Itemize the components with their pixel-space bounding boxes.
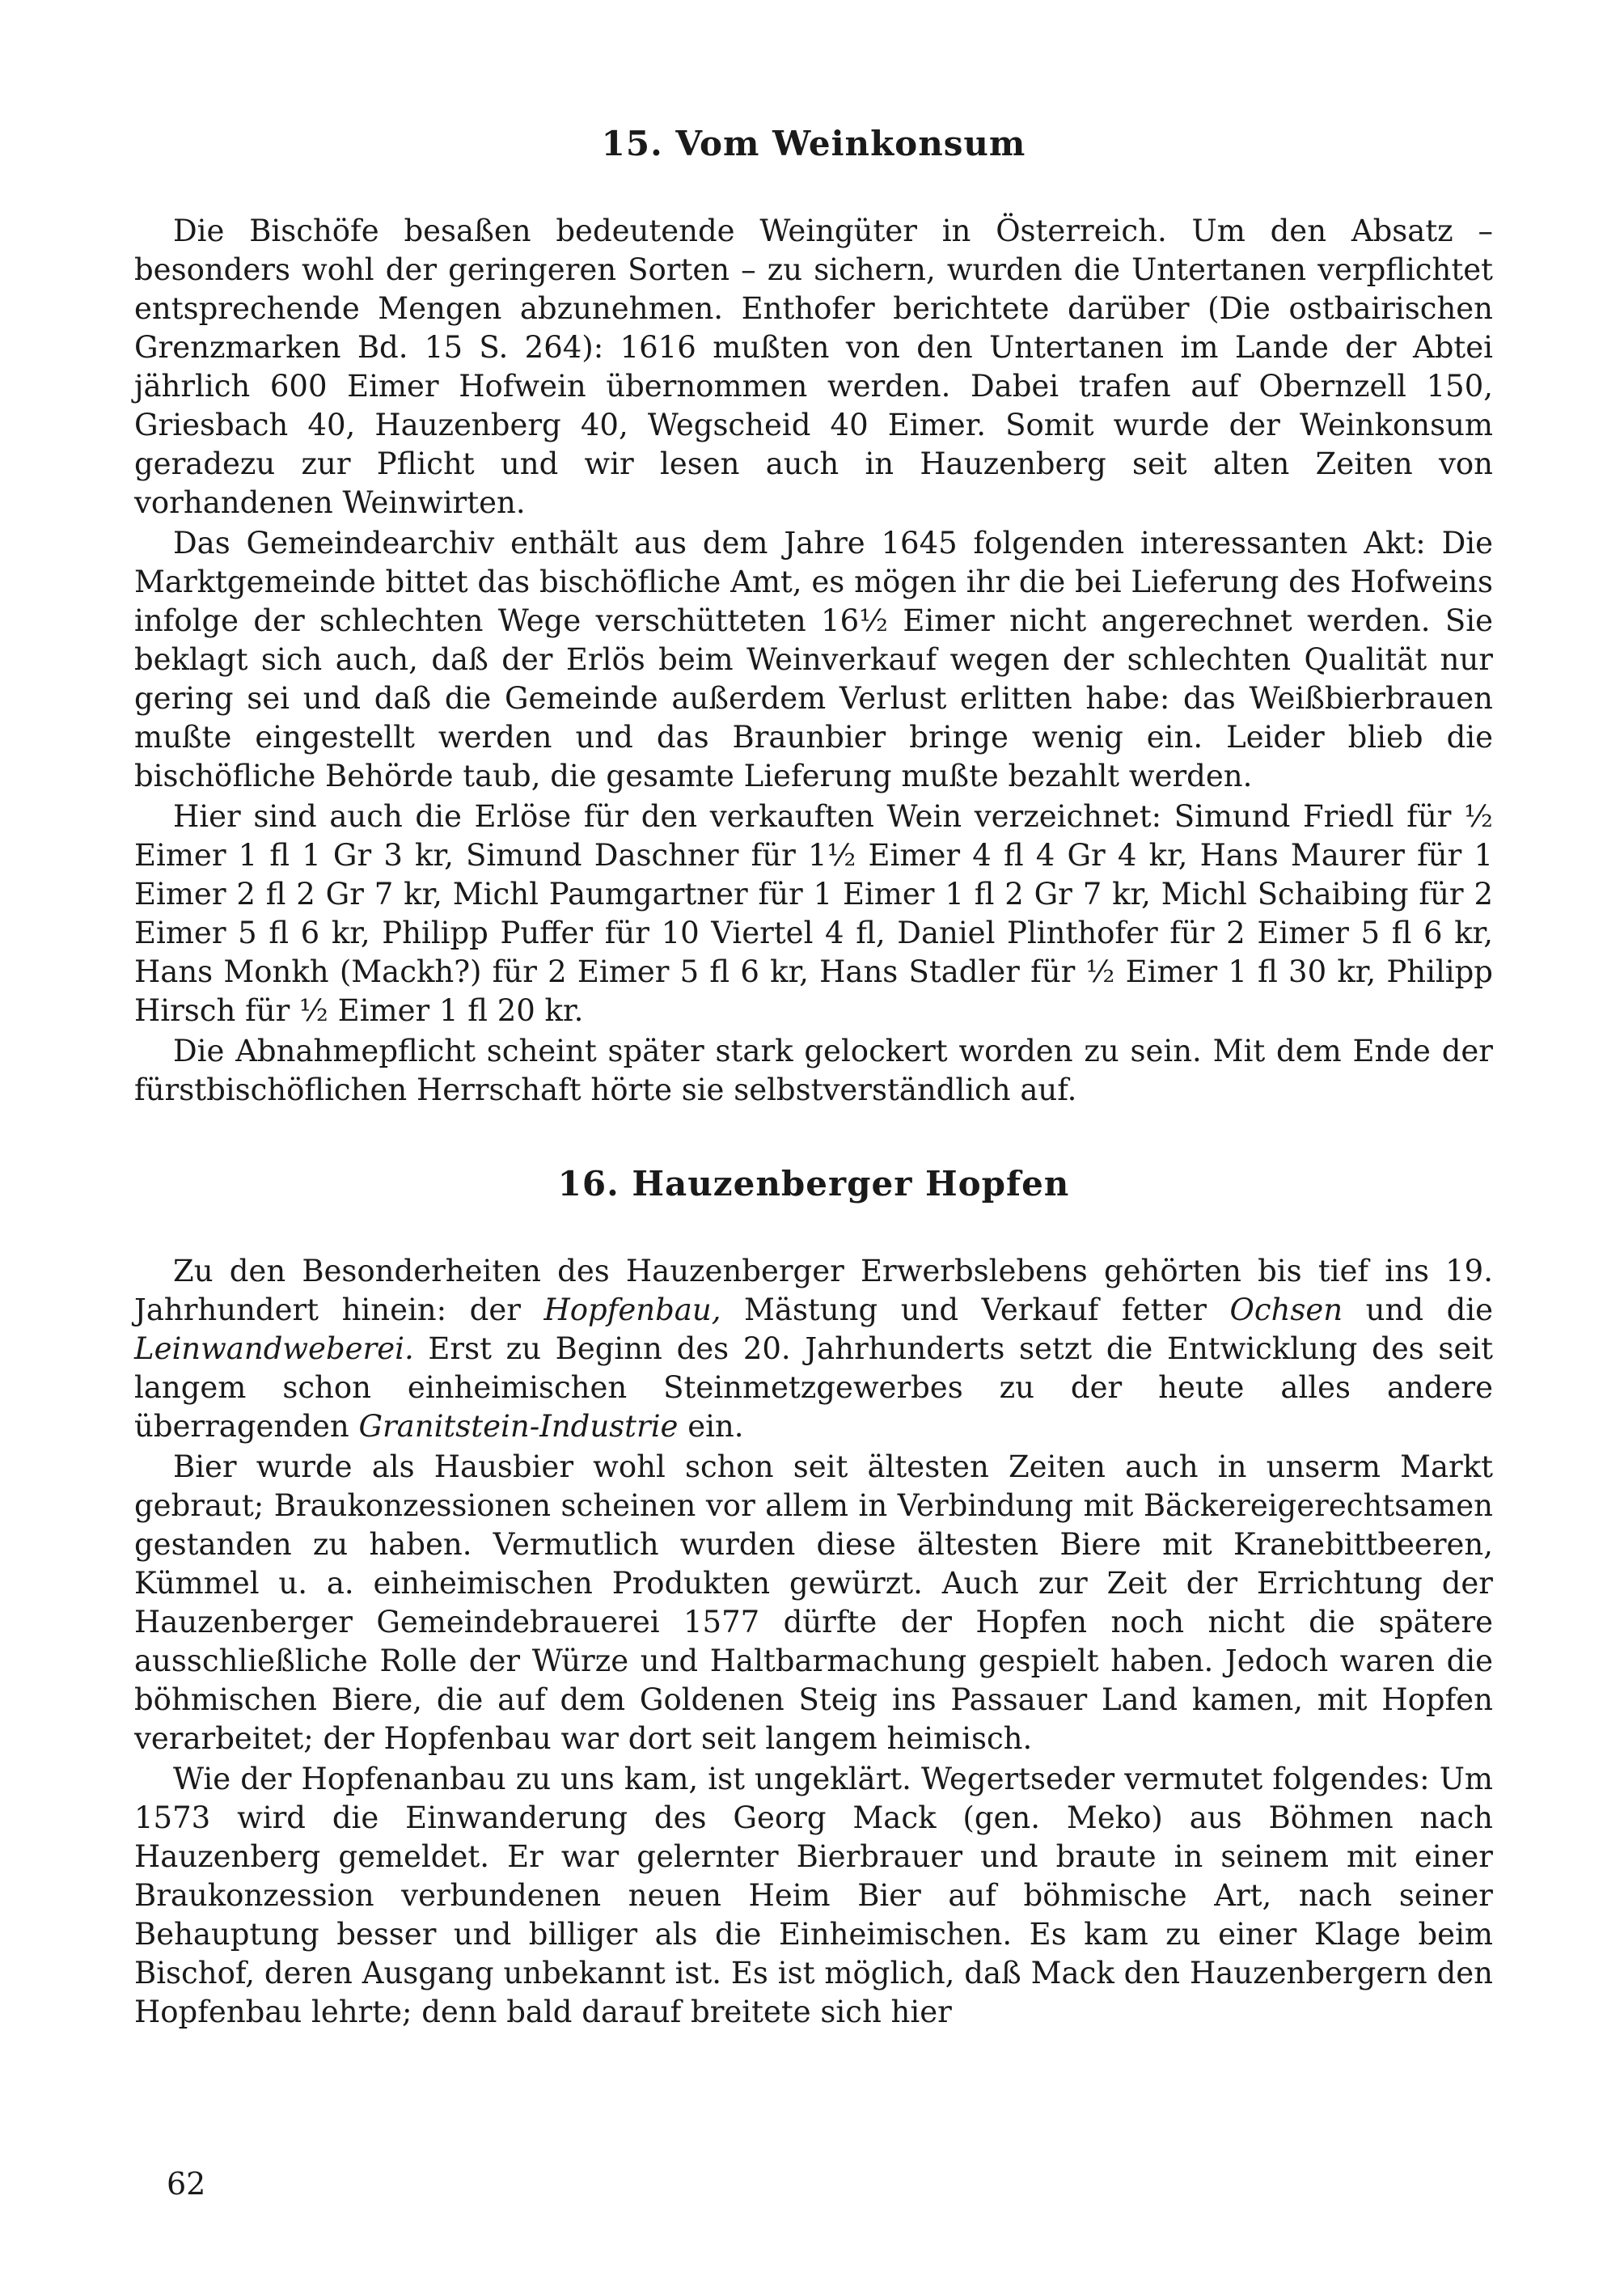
section-15-paragraph-4: Die Abnahmepflicht scheint später stark gelockert worden zu sein. Mit dem Ende der fürstbischöflichen Herrschaft hörte sie selbstverständlich auf. xyxy=(134,1034,1493,1107)
section-15-heading: 15. Vom Weinkonsum xyxy=(601,124,1026,163)
paragraph-text: ein. xyxy=(678,1409,744,1444)
page-number: 62 xyxy=(167,2166,206,2202)
section-16-paragraph-3: Wie der Hopfenanbau zu uns kam, ist ungeklärt. Wegertseder vermutet folgendes: Um 1573 wird die Einwanderung des Georg Mack (gen. Meko) aus Böhmen nach Hauzenberg gemeldet. Er war gelernter Bierbrauer und braute in seinem mit einer Braukonzession verbundenen neuen Heim Bier auf böhmische Art, nach seiner Behauptung besser und billiger als die Einheimischen. Es kam zu einer Klage beim Bischof, deren Ausgang unbekannt ist. Es ist möglich, daß Mack den Hauzenbergern den Hopfenbau lehrte; denn bald darauf breitete sich hier xyxy=(134,1762,1493,2029)
section-16-paragraph-1 xyxy=(134,1252,1493,1446)
paragraph-text: Erst zu Beginn des 20. Jahrhunderts setzt die Entwicklung des seit langem schon einheimischen Steinmetzgewerbes zu der heute alles andere überragenden xyxy=(134,1331,1493,1444)
emphasis-granitstein-industrie: Granitstein-Industrie xyxy=(358,1409,679,1444)
paragraph-text: Mästung und Verkauf fetter xyxy=(721,1292,1230,1327)
section-16-heading: 16. Hauzenberger Hopfen xyxy=(557,1164,1070,1204)
section-16-paragraph-2: Bier wurde als Hausbier wohl schon seit ältesten Zeiten auch in unserm Markt gebraut; Braukonzessionen scheinen vor allem in Verbindung mit Bäckereigerechtsamen gestanden zu haben. Vermutlich wurden diese ältesten Biere mit Kranebittbeeren, Kümmel u. a. einheimischen Produkten gewürzt. Auch zur Zeit der Errichtung der Hauzenberger Gemeindebrauerei 1577 dürfte der Hopfen noch nicht die spätere ausschließliche Rolle der Würze und Haltbarmachung gespielt haben. Jedoch waren die böhmischen Biere, die auf dem Goldenen Steig ins Passauer Land kamen, mit Hopfen verarbeitet; der Hopfenbau war dort seit langem heimisch. xyxy=(134,1449,1493,1756)
section-15-paragraph-1: Die Bischöfe besaßen bedeutende Weingüter in Österreich. Um den Absatz – besonders wohl der geringeren Sorten – zu sichern, wurden die Untertanen verpflichtet entsprechende Mengen abzunehmen. Enthofer berichtete darüber (Die ostbairischen Grenzmarken Bd. 15 S. 264): 1616 mußten von den Untertanen im Lande der Abtei jährlich 600 Eimer Hofwein übernommen werden. Dabei trafen auf Obernzell 150, Griesbach 40, Hauzenberg 40, Wegscheid 40 Eimer. Somit wurde der Weinkonsum geradezu zur Pflicht und wir lesen auch in Hauzenberg seit alten Zeiten von vorhandenen Weinwirten. xyxy=(134,214,1493,520)
paragraph-text: Zu den Besonderheiten des Hauzenberger Erwerbslebens gehörten bis tief ins 19. Jahrhundert hinein: der xyxy=(134,1254,1493,1327)
emphasis-leinwandweberei: Leinwandweberei. xyxy=(134,1331,414,1366)
emphasis-hopfenbau: Hopfenbau, xyxy=(543,1292,721,1327)
book-page xyxy=(134,121,1493,2033)
section-15-paragraph-2: Das Gemeindearchiv enthält aus dem Jahre 1645 folgenden interessanten Akt: Die Marktgemeinde bittet das bischöfliche Amt, es mögen ihr die bei Lieferung des Hofweins infolge der schlechten Wege verschütteten 16½ Eimer nicht angerechnet werden. Sie beklagt sich auch, daß der Erlös beim Weinverkauf wegen der schlechten Qualität nur gering sei und daß die Gemeinde außerdem Verlust erlitten habe: das Weißbierbrauen mußte eingestellt werden und das Braunbier bringe wenig ein. Leider blieb die bischöfliche Behörde taub, die gesamte Lieferung mußte bezahlt werden. xyxy=(134,526,1493,793)
section-15-paragraph-3: Hier sind auch die Erlöse für den verkauften Wein verzeichnet: Simund Friedl für ½ Eimer 1 fl 1 Gr 3 kr, Simund Daschner für 1½ Eimer 4 fl 4 Gr 4 kr, Hans Maurer für 1 Eimer 2 fl 2 Gr 7 kr, Michl Paumgartner für 1 Eimer 1 fl 2 Gr 7 kr, Michl Schaibing für 2 Eimer 5 fl 6 kr, Philipp Puffer für 10 Viertel 4 fl, Daniel Plinthofer für 2 Eimer 5 fl 6 kr, Hans Monkh (Mackh?) für 2 Eimer 5 fl 6 kr, Hans Stadler für ½ Eimer 1 fl 30 kr, Philipp Hirsch für ½ Eimer 1 fl 20 kr. xyxy=(134,799,1493,1028)
emphasis-ochsen: Ochsen xyxy=(1229,1292,1343,1327)
paragraph-text: und die xyxy=(1343,1292,1493,1327)
